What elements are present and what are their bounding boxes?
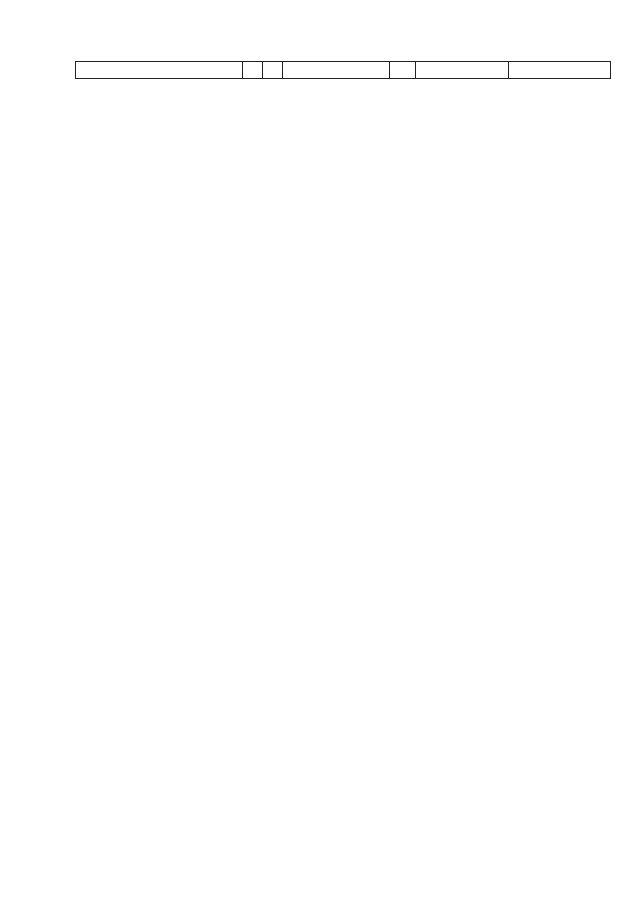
header-col-4 xyxy=(283,62,390,78)
table-header xyxy=(75,61,611,79)
header-col-2 xyxy=(243,62,263,78)
header-col-7 xyxy=(509,62,612,78)
header-col-1 xyxy=(76,62,243,78)
header-col-3 xyxy=(263,62,283,78)
header-col-6 xyxy=(416,62,509,78)
header-col-5 xyxy=(390,62,416,78)
